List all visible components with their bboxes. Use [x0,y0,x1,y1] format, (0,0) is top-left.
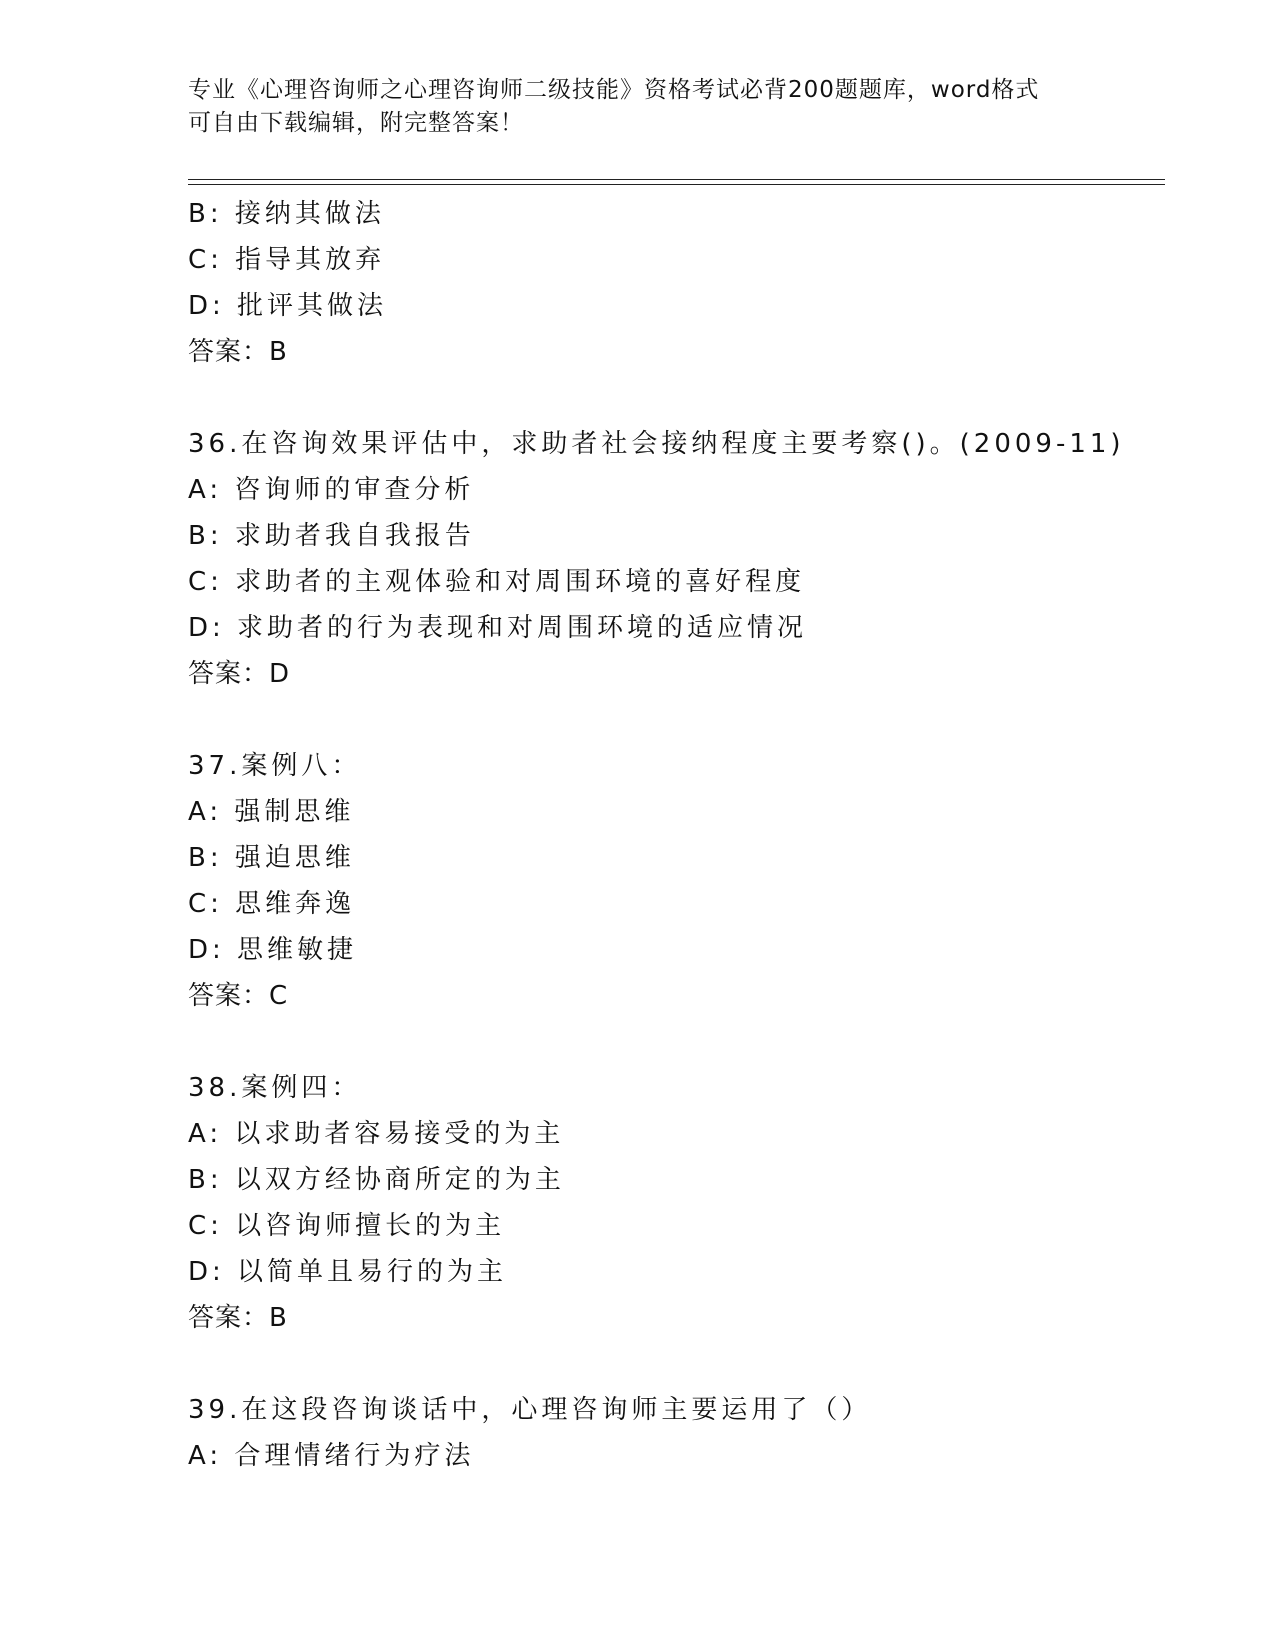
option-b: B: 接纳其做法 [188,199,385,229]
option-d: D: 批评其做法 [188,291,388,321]
question-stem: 39.在这段咨询谈话中，心理咨询师主要运用了（） [188,1395,872,1425]
answer-line: 答案：B [188,1303,288,1333]
header-line-1: 专业《心理咨询师之心理咨询师二级技能》资格考试必背200题题库，word格式 [188,77,1040,103]
question-list [188,191,1148,1479]
option-d: D: 求助者的行为表现和对周围环境的适应情况 [188,613,808,643]
option-d: D: 思维敏捷 [188,935,358,965]
option-b: B: 以双方经协商所定的为主 [188,1165,565,1195]
question-block-35 [188,191,1148,375]
answer-line: 答案：B [188,337,288,367]
option-a: A: 强制思维 [188,797,355,827]
header-divider-top [188,179,1165,180]
header-divider-bottom [188,184,1165,185]
question-block-39 [188,1387,1148,1479]
question-stem: 37.案例八： [188,751,362,781]
option-a: A: 以求助者容易接受的为主 [188,1119,565,1149]
header-line-2: 可自由下载编辑，附完整答案！ [188,110,524,136]
option-a: A: 咨询师的审查分析 [188,475,475,505]
document-header [188,74,1068,140]
question-block-38 [188,1065,1148,1341]
option-c: C: 以咨询师擅长的为主 [188,1211,506,1241]
option-a: A: 合理情绪行为疗法 [188,1441,475,1471]
option-b: B: 强迫思维 [188,843,355,873]
option-d: D: 以简单且易行的为主 [188,1257,508,1287]
option-c: C: 思维奔逸 [188,889,356,919]
answer-line: 答案：C [188,981,289,1011]
question-block-36 [188,421,1148,697]
option-c: C: 求助者的主观体验和对周围环境的喜好程度 [188,567,806,597]
question-stem: 38.案例四： [188,1073,362,1103]
answer-line: 答案：D [188,659,291,689]
question-block-37 [188,743,1148,1019]
option-c: C: 指导其放弃 [188,245,386,275]
option-b: B: 求助者我自我报告 [188,521,475,551]
question-stem: 36.在咨询效果评估中，求助者社会接纳程度主要考察()。(2009-11) [188,429,1125,459]
